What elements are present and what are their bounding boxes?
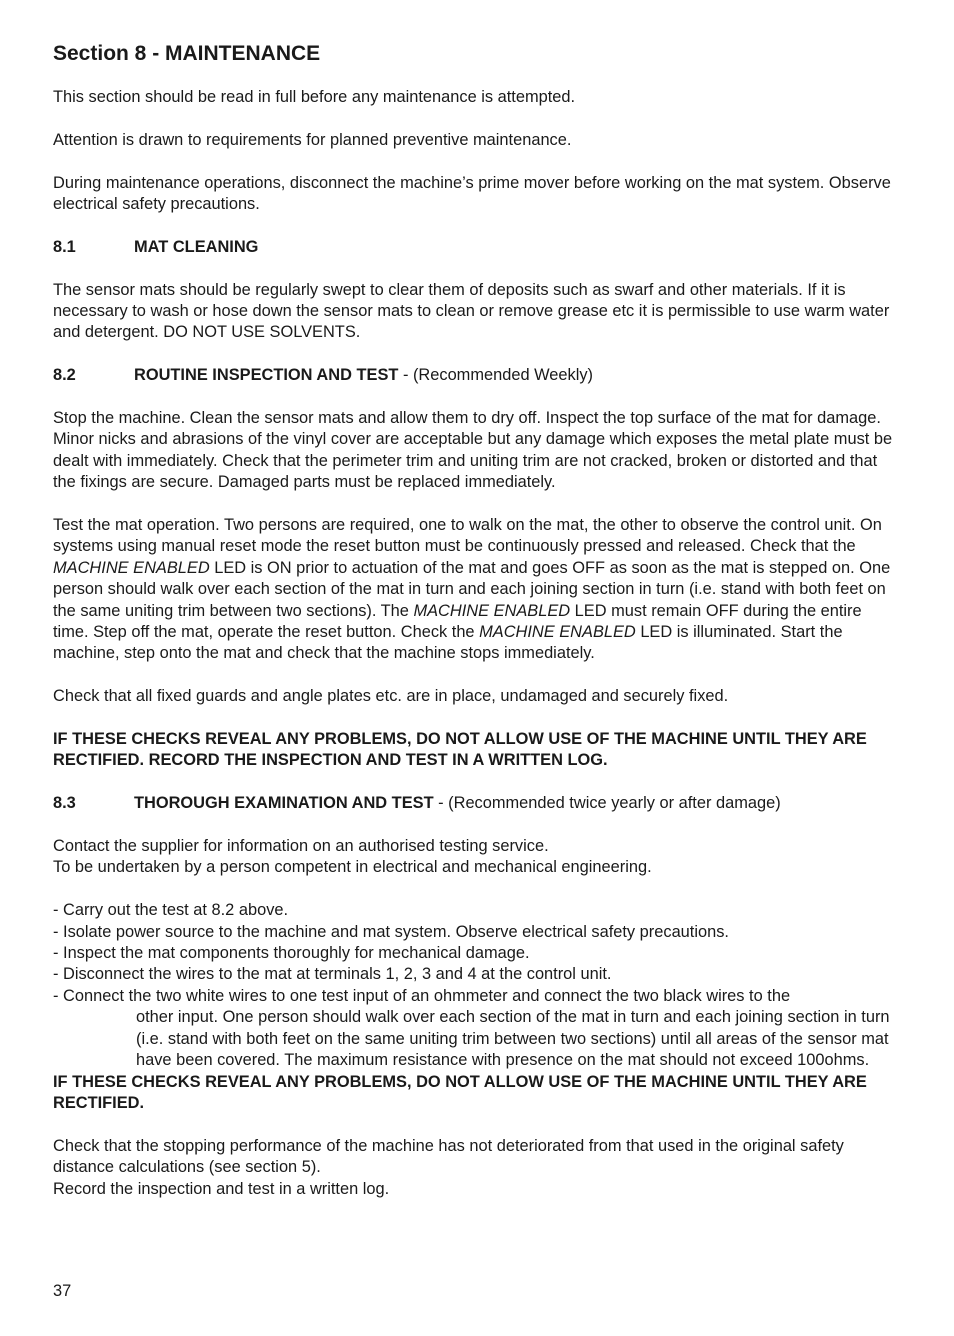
examination-paragraph-1: [53, 836, 898, 879]
intro-paragraph-1: This section should be read in full before any maintenance is attempted.: [53, 88, 576, 106]
warning-text-8-2: IF THESE CHECKS REVEAL ANY PROBLEMS, DO NOT ALLOW USE OF THE MACHINE UNTIL THEY ARE RECTIFIED. RECORD THE INSPECTION AND TEST IN A WRITTEN LOG.: [53, 730, 867, 770]
list-item: - Inspect the mat components thoroughly for mechanical damage.: [53, 944, 530, 963]
subsection-heading-8-1: [53, 237, 898, 258]
text-run: LED is illuminated. Start the machine, step onto the mat and check that the machine stops immediately.: [53, 623, 843, 663]
list-item: - Connect the two white wires to one test input of an ohmmeter and connect the two black wires to the: [53, 986, 791, 1005]
text-run: To be undertaken by a person competent in electrical and mechanical engineering.: [53, 858, 652, 877]
examination-paragraph-3: Record the inspection and test in a written log.: [53, 1179, 390, 1198]
led-name: MACHINE ENABLED: [479, 623, 636, 642]
inspection-paragraph-1: Stop the machine. Clean the sensor mats and allow them to dry off. Inspect the top surface of the mat for damage. Minor nicks and abrasions of the vinyl cover are acceptable but any damage which exposes the metal plate must be dealt with immediately. Check that the perimeter trim and uniting trim are not cracked, broken or distorted and that the fixings are secure. Damaged parts must be replaced immediately.: [53, 409, 893, 492]
warning-text-8-3: IF THESE CHECKS REVEAL ANY PROBLEMS, DO NOT ALLOW USE OF THE MACHINE UNTIL THEY ARE RECTIFIED.: [53, 1072, 867, 1112]
list-item: - Carry out the test at 8.2 above.: [53, 901, 289, 920]
subsection-title: MAT CLEANING: [134, 237, 259, 256]
led-name: MACHINE ENABLED: [53, 558, 210, 577]
subsection-subtitle: - (Recommended twice yearly or after damage): [433, 794, 781, 813]
led-name: MACHINE ENABLED: [413, 601, 571, 620]
examination-paragraph-2: Check that the stopping performance of the machine has not deteriorated from that used in the original safety distance calculations (see section 5).: [53, 1136, 844, 1177]
list-item: - Isolate power source to the machine and mat system. Observe electrical safety precautions.: [53, 922, 729, 941]
subsection-heading-8-2: [53, 365, 898, 386]
subsection-number: 8.1: [53, 237, 76, 256]
text-run: LED must remain OFF during the entire time. Step off the mat, operate the reset button. Check the: [53, 601, 862, 642]
mat-cleaning-paragraph: The sensor mats should be regularly swept to clear them of deposits such as swarf and other materials. If it is necessary to wash or hose down the sensor mats to clean or remove grease etc it is permissible to use warm water and detergent. DO NOT USE SOLVENTS.: [53, 280, 890, 342]
subsection-subtitle: - (Recommended Weekly): [398, 366, 594, 385]
subsection-number: 8.3: [53, 794, 76, 813]
subsection-number: 8.2: [53, 366, 76, 385]
subsection-title: THOROUGH EXAMINATION AND TEST: [134, 794, 434, 813]
text-run: LED is ON prior to actuation of the mat and goes OFF as soon as the mat is stepped on. One person should walk over each section of the mat in turn and each joining section in turn (i.e. stand with both feet on the same uniting trim between two sections). The: [53, 558, 891, 620]
inspection-paragraph-2: [53, 515, 898, 665]
section-heading: Section 8 - MAINTENANCE: [53, 42, 321, 65]
examination-steps-list: [53, 900, 898, 1071]
list-item: - Disconnect the wires to the mat at terminals 1, 2, 3 and 4 at the control unit.: [53, 965, 612, 984]
inspection-paragraph-3: Check that all fixed guards and angle plates etc. are in place, undamaged and securely fixed.: [53, 687, 729, 706]
subsection-heading-8-3: [53, 793, 898, 814]
subsection-title: ROUTINE INSPECTION AND TEST: [134, 366, 399, 385]
page-number: 37: [53, 1282, 72, 1300]
text-run: Contact the supplier for information on an authorised testing service.: [53, 837, 549, 856]
intro-paragraph-2: Attention is drawn to requirements for planned preventive maintenance.: [53, 130, 572, 149]
text-run: Test the mat operation. Two persons are required, one to walk on the mat, the other to observe the control unit. On systems using manual reset mode the reset button must be continuously pressed and released. Check that the: [53, 516, 882, 556]
list-item-continuation: other input. One person should walk over each section of the mat in turn and each joining section in turn (i.e. stand with both feet on the same uniting trim between two sections) until all areas of the sensor mat have been covered. The maximum resistance with presence on the mat should not exceed 100ohms.: [136, 1008, 890, 1070]
document-page: [53, 40, 898, 1221]
intro-paragraph-3: During maintenance operations, disconnect the machine’s prime mover before working on the mat system. Observe electrical safety precautions.: [53, 173, 891, 213]
